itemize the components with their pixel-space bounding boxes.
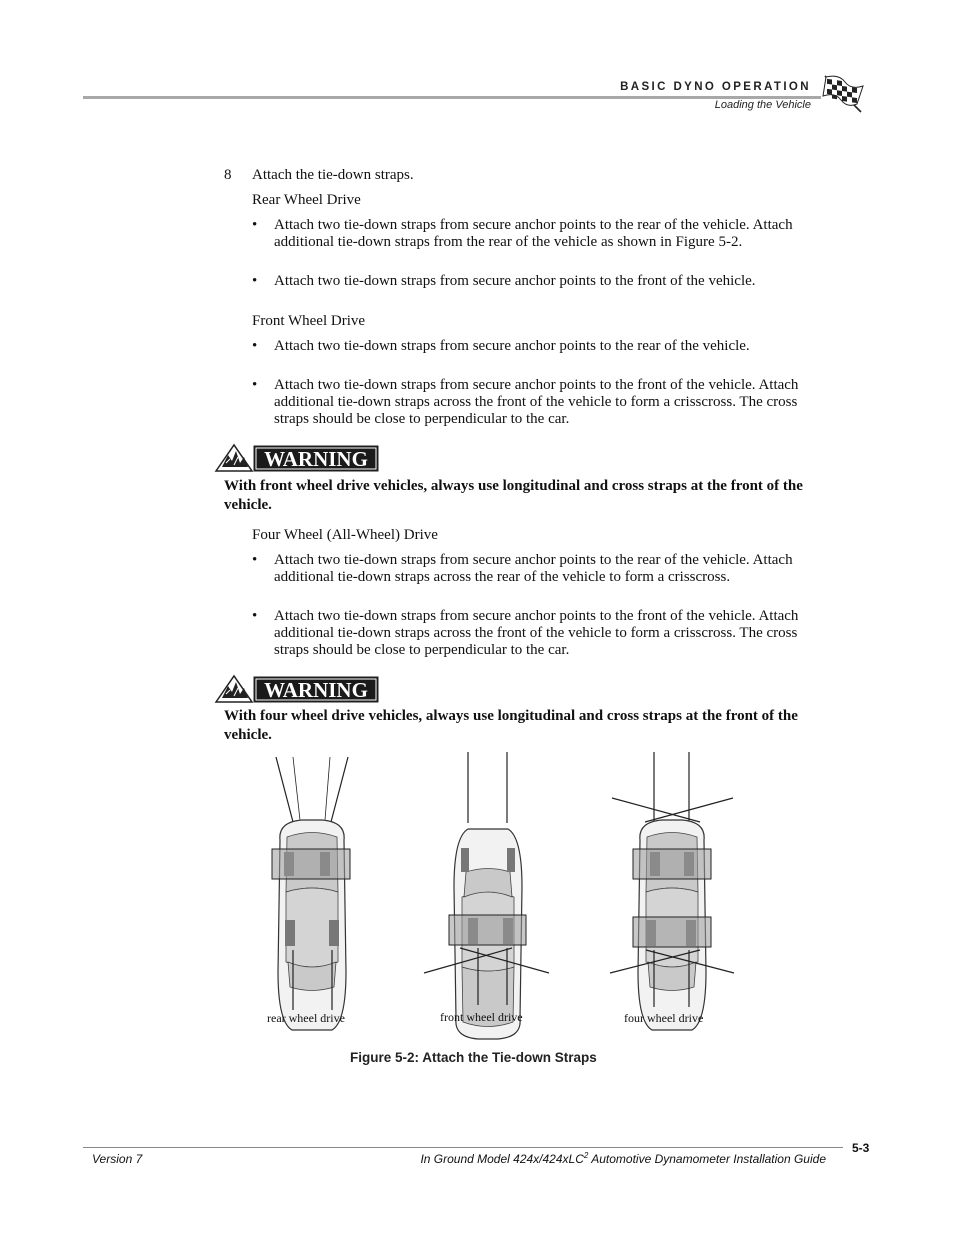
- list-item: • Attach two tie-down straps from secure anchor points to the front of the vehicle.: [252, 273, 756, 289]
- figure-label-rear: rear wheel drive: [267, 1011, 345, 1025]
- svg-text:WARNING: WARNING: [264, 447, 368, 471]
- checkered-flag-icon: [821, 74, 867, 114]
- tie-down-figure: [0, 750, 954, 1050]
- four-wheel-drive-diagram: [610, 752, 734, 1030]
- warning-badge: [214, 443, 380, 473]
- footer-doc-title: In Ground Model 424x/424xLC$^2$ Automotive Dynamometer Installation Guide: [420, 1151, 826, 1166]
- step-number: 8: [224, 167, 232, 183]
- warning-badge: [214, 674, 380, 704]
- list-item: • Attach two tie-down straps from secure anchor points to the rear of the vehicle.: [252, 338, 750, 354]
- list-item: • Attach two tie-down straps from secure anchor points to the rear of the vehicle. Attach additional tie-down straps across the rear of the vehicle to form a crisscross.: [252, 552, 793, 585]
- page-number: 5-3: [852, 1141, 870, 1155]
- footer-version: Version 7: [92, 1152, 143, 1166]
- warning-hazard-icon: [216, 445, 252, 471]
- step-text: Attach the tie-down straps.: [252, 167, 414, 183]
- figure-label-front: front wheel drive: [440, 1010, 523, 1024]
- svg-text:WARNING: WARNING: [264, 678, 368, 702]
- section-title: BASIC DYNO OPERATION: [620, 81, 811, 93]
- warning-hazard-icon: [216, 676, 252, 702]
- front-wheel-drive-diagram: [424, 752, 549, 1039]
- rear-wheel-drive-heading: Rear Wheel Drive: [252, 192, 361, 208]
- subsection-title: Loading the Vehicle: [714, 99, 811, 111]
- warning-text: With four wheel drive vehicles, always use longitudinal and cross straps at the front of the vehicle.: [224, 708, 798, 743]
- header-rule: [83, 96, 821, 99]
- list-item: • Attach two tie-down straps from secure anchor points to the front of the vehicle. Attach additional tie-down straps across the front of the vehicle to form a crisscross. The cross straps should be close to perpendicular to the car.: [252, 377, 799, 427]
- figure-label-four: four wheel drive: [624, 1011, 704, 1025]
- list-item: • Attach two tie-down straps from secure anchor points to the rear of the vehicle. Attach additional tie-down straps from the rear of the vehicle as shown in Figure 5-2.: [252, 217, 793, 250]
- four-wheel-drive-heading: Four Wheel (All-Wheel) Drive: [252, 527, 438, 543]
- list-item: • Attach two tie-down straps from secure anchor points to the front of the vehicle. Attach additional tie-down straps across the front of the vehicle to form a crisscross. The cross straps should be close to perpendicular to the car.: [252, 608, 799, 658]
- figure-caption: Figure 5-2: Attach the Tie-down Straps: [350, 1050, 597, 1065]
- warning-text: With front wheel drive vehicles, always use longitudinal and cross straps at the front of the vehicle.: [224, 478, 803, 513]
- footer-rule: [83, 1147, 843, 1148]
- front-wheel-drive-heading: Front Wheel Drive: [252, 313, 366, 329]
- rear-wheel-drive-diagram: [272, 757, 350, 1030]
